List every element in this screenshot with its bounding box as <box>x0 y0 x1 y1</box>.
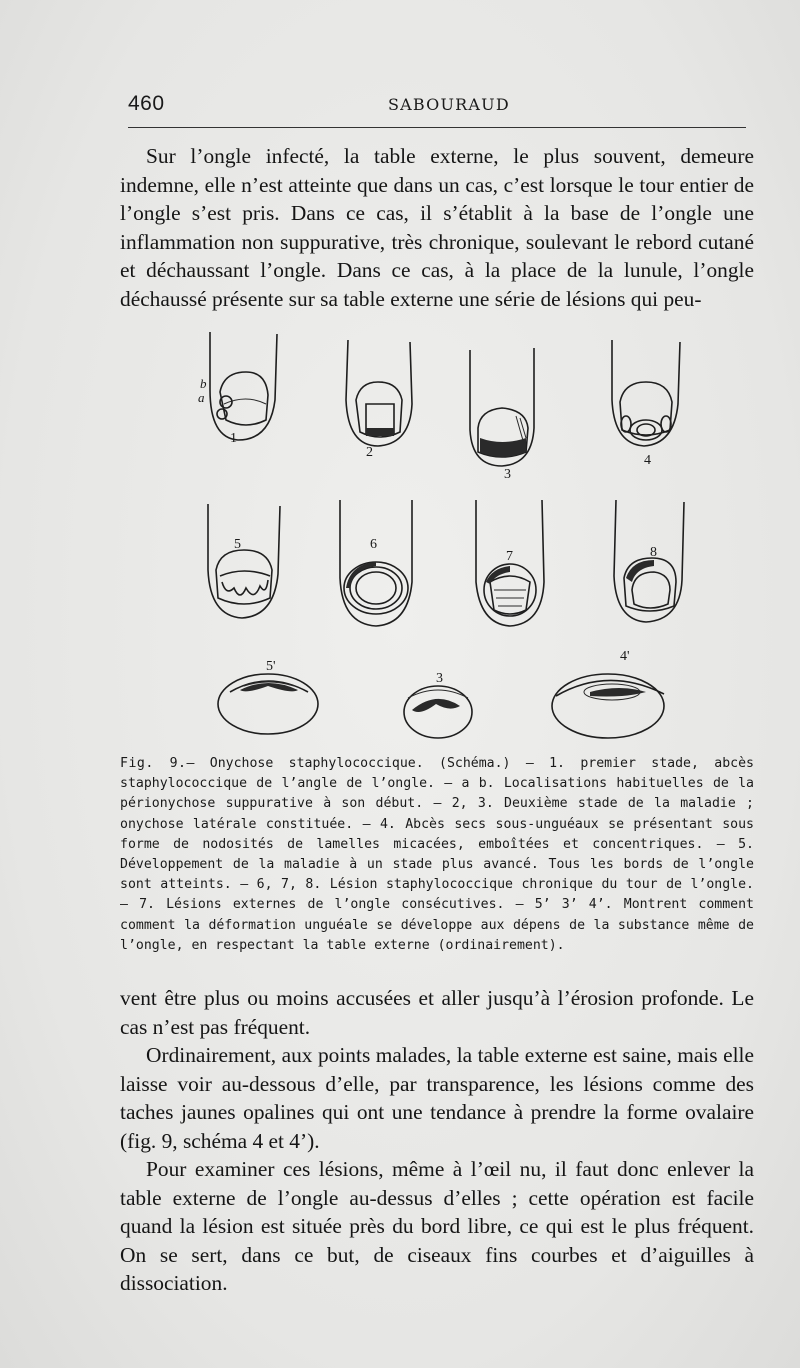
caption-label: Fig. 9. <box>120 756 187 771</box>
label-3: 3 <box>504 467 511 482</box>
header-rule <box>128 127 746 128</box>
finger-schema-8 <box>614 500 684 622</box>
finger-schema-6 <box>340 500 412 626</box>
running-head: SABOURAUD <box>388 95 510 114</box>
cross-section-4p <box>552 674 664 738</box>
paragraph: Pour examiner ces lésions, même à l’œil nu, il faut donc enlever la table externe de l’ongle au-dessus d’elles ; cette opération est facile quand la lésion est située près du bord libre, ce qui est le plus fréquent. On se sert, dans ce but, de ciseaux fins courbes et d’aiguilles à dissociation. <box>120 1157 754 1295</box>
label-6: 6 <box>370 537 377 552</box>
body-text-bottom <box>120 984 754 1298</box>
paragraph: Ordinairement, aux points malades, la table externe est saine, mais elle laisse voir au-dessous d’elle, par transparence, les lésions comme des taches jaunes opalines qui ont une tendance à prendre la forme ovalaire (fig. 9, schéma 4 et 4’). <box>120 1043 754 1153</box>
label-b: b <box>200 376 207 391</box>
label-4: 4 <box>644 453 651 468</box>
finger-schema-5 <box>208 504 280 618</box>
finger-schema-4 <box>612 340 680 446</box>
figure-caption <box>120 754 754 956</box>
figure-9 <box>180 320 720 740</box>
label-3-prime: 3 <box>436 671 443 686</box>
label-5: 5 <box>234 537 241 552</box>
finger-schema-2 <box>346 340 412 446</box>
label-4-prime: 4' <box>620 649 630 664</box>
paragraph: vent être plus ou moins accusées et aller jusqu’à l’érosion profonde. Le cas n’est pas fréquent. <box>120 986 754 1039</box>
paragraph: Sur l’ongle infecté, la table externe, le plus souvent, demeure indemne, elle n’est atteinte que dans un cas, c’est lorsque le tour entier de l’ongle s’est pris. Dans ce cas, il s’établit à la base de l’ongle une inflammation non suppurative, très chronique, soulevant le rebord cutané et déchaussant l’ongle. Dans ce cas, à la place de la lunule, l’ongle déchaussé présente sur sa table externe une série de lésions qui peu- <box>120 144 754 311</box>
page-number: 460 <box>128 92 165 115</box>
cross-section-3p <box>404 686 472 738</box>
caption-text: — Onychose staphylococcique. (Schéma.) — 1. premier stade, abcès staphylococcique de l’angle de l’ongle. — a b. Localisations habituelles de la périonychose suppurative à son début. — 2, 3. Deuxième stade de la maladie ; onychose latérale constituée. — 4. Abcès secs sous-unguéaux se présentant sous forme de nodosités de lamelles micacées, emboîtées et concentriques. — 5. Développement de la maladie à un stade plus avancé. Tous les bords de l’ongle sont atteints. — 6, 7, 8. Lésion staphylococcique chronique du tour de l’ongle. — 7. Lésions externes de l’ongle consécutives. — 5’ 3’ 4’. Montrent comment comment la déformation unguéale se développe aux dépens de la substance même de l’ongle, en respectant la table externe (ordinairement). <box>120 756 754 953</box>
finger-schema-1 <box>210 332 277 440</box>
figure-9-drawing <box>180 320 720 740</box>
body-text-top <box>120 142 754 313</box>
label-a: a <box>198 390 205 405</box>
label-5-prime: 5' <box>266 659 276 674</box>
finger-schema-3 <box>470 348 534 466</box>
cross-section-5p <box>218 674 318 734</box>
label-8: 8 <box>650 545 657 560</box>
label-7: 7 <box>506 549 513 564</box>
label-1: 1 <box>230 431 237 446</box>
label-2: 2 <box>366 445 373 460</box>
